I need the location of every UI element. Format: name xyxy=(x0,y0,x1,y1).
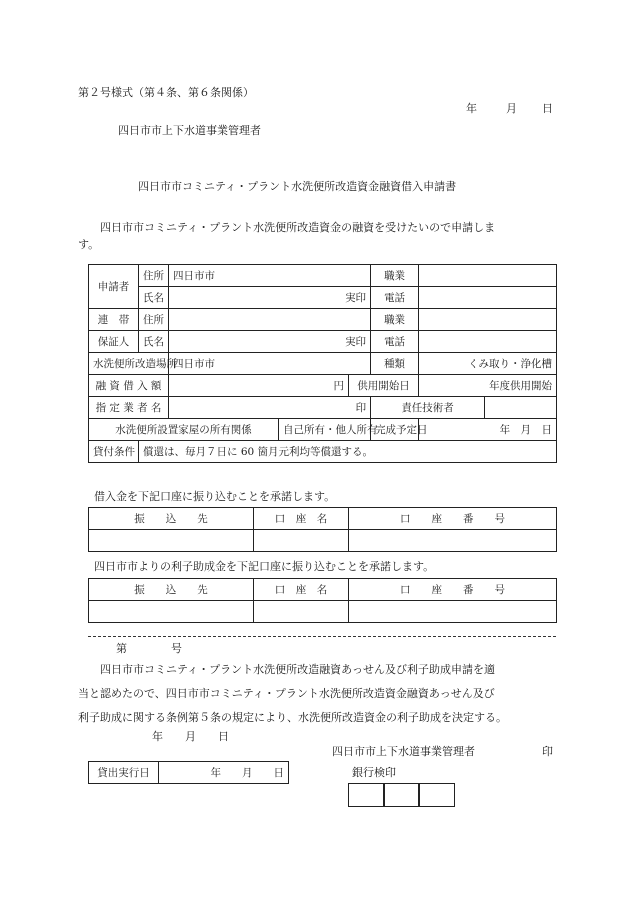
guarantor-occupation-value xyxy=(419,309,557,331)
engineer-value xyxy=(485,397,557,419)
applicant-phone-label: 電話 xyxy=(371,287,419,309)
bank-stamp-box-3 xyxy=(418,783,455,807)
bank-dest-value xyxy=(89,530,254,552)
bank-number-value xyxy=(349,530,557,552)
loan-amount-label: 融 資 借 入 額 xyxy=(89,375,169,397)
bank-name-header: 口 座 名 xyxy=(254,508,349,530)
subsidy-bank-dest-value xyxy=(89,601,254,623)
guarantor-seal-label: 実印 xyxy=(169,331,371,353)
subsidy-bank-name-header: 口 座 名 xyxy=(254,579,349,601)
bank-stamp-label: 銀行検印 xyxy=(352,766,396,779)
loan-terms-label: 貸付条件 xyxy=(89,441,139,463)
date-day: 日 xyxy=(542,102,553,115)
service-start-value: 年度供用開始 xyxy=(419,375,557,397)
service-start-label: 供用開始日 xyxy=(349,375,419,397)
subsidy-bank-dest-header: 振 込 先 xyxy=(89,579,254,601)
contractor-label: 指 定 業 者 名 xyxy=(89,397,169,419)
bank-table-2 xyxy=(88,578,557,623)
ownership-label: 水洗便所設置家屋の所有関係 xyxy=(89,419,279,441)
guarantor-label-1: 連 帯 xyxy=(89,309,139,331)
guarantor-address-value xyxy=(169,309,371,331)
subsidy-bank-number-value xyxy=(349,601,557,623)
applicant-label: 申請者 xyxy=(89,265,139,309)
date-year: 年 xyxy=(466,102,477,115)
bank-stamp-box-2 xyxy=(383,783,420,807)
decision-date: 年 月 日 xyxy=(152,730,229,743)
bank-dest-header: 振 込 先 xyxy=(89,508,254,530)
decision-line-1: 四日市市コミニティ・プラント水洗便所改造融資あっせん及び利子助成申請を適 xyxy=(100,663,496,676)
guarantor-address-label: 住所 xyxy=(139,309,169,331)
transfer-consent-2: 四日市市よりの利子助成金を下記口座に振り込むことを承諾します。 xyxy=(94,560,435,573)
subsidy-bank-number-header: 口 座 番 号 xyxy=(349,579,557,601)
applicant-phone-value xyxy=(419,287,557,309)
bank-number-header: 口 座 番 号 xyxy=(349,508,557,530)
yen-label: 円 xyxy=(169,375,349,397)
intro-line-1: 四日市市コミニティ・プラント水洗便所改造資金の融資を受けたいので申請しま xyxy=(100,221,496,234)
form-number: 第２号様式（第４条、第６条関係） xyxy=(78,86,254,99)
applicant-name-label: 氏名 xyxy=(139,287,169,309)
engineer-label: 責任技術者 xyxy=(371,397,485,419)
type-label: 種類 xyxy=(371,353,419,375)
guarantor-label-2: 保証人 xyxy=(89,331,139,353)
disbursement-table xyxy=(88,761,289,784)
bank-stamp-box-1 xyxy=(348,783,385,807)
disbursement-label: 貸出実行日 xyxy=(89,762,159,784)
date-month: 月 xyxy=(506,102,517,115)
loan-terms-value: 償還は、毎月７日に 60 箇月元利均等償還する。 xyxy=(139,441,557,463)
location-label: 水洗便所改造場所 xyxy=(89,353,169,375)
completion-value: 年 月 日 xyxy=(419,419,557,441)
addressee: 四日市市上下水道事業管理者 xyxy=(118,124,261,137)
bank-table-1 xyxy=(88,507,557,552)
cut-line xyxy=(88,636,556,637)
decision-seal: 印 xyxy=(542,745,553,758)
contractor-seal-label: 印 xyxy=(169,397,371,419)
document-title: 四日市市コミニティ・プラント水洗便所改造資金融資借入申請書 xyxy=(138,180,457,193)
disbursement-date: 年 月 日 xyxy=(159,762,289,784)
guarantor-occupation-label: 職業 xyxy=(371,309,419,331)
decision-issuer: 四日市市上下水道事業管理者 xyxy=(332,745,475,758)
bank-name-value xyxy=(254,530,349,552)
decision-line-2: 当と認めたので、四日市市コミニティ・プラント水洗便所改造資金融資あっせん及び xyxy=(78,687,495,700)
ownership-value: 自己所有・他人所有 xyxy=(279,419,371,441)
location-value: 四日市市 xyxy=(169,353,371,375)
decision-line-3: 利子助成に関する条例第５条の規定により、水洗便所改造資金の利子助成を決定する。 xyxy=(78,711,507,724)
application-table xyxy=(88,264,557,463)
intro-line-2: す。 xyxy=(78,238,100,251)
transfer-consent-1: 借入金を下記口座に振り込むことを承諾します。 xyxy=(94,490,336,503)
applicant-address-value: 四日市市 xyxy=(169,265,371,287)
guarantor-name-label: 氏名 xyxy=(139,331,169,353)
guarantor-phone-label: 電話 xyxy=(371,331,419,353)
applicant-occupation-value xyxy=(419,265,557,287)
applicant-address-label: 住所 xyxy=(139,265,169,287)
completion-label: 完成予定日 xyxy=(371,419,419,441)
applicant-seal-label: 実印 xyxy=(169,287,371,309)
type-value: くみ取り・浄化槽 xyxy=(419,353,557,375)
subsidy-bank-name-value xyxy=(254,601,349,623)
decision-number: 第 号 xyxy=(116,642,182,655)
applicant-occupation-label: 職業 xyxy=(371,265,419,287)
guarantor-phone-value xyxy=(419,331,557,353)
